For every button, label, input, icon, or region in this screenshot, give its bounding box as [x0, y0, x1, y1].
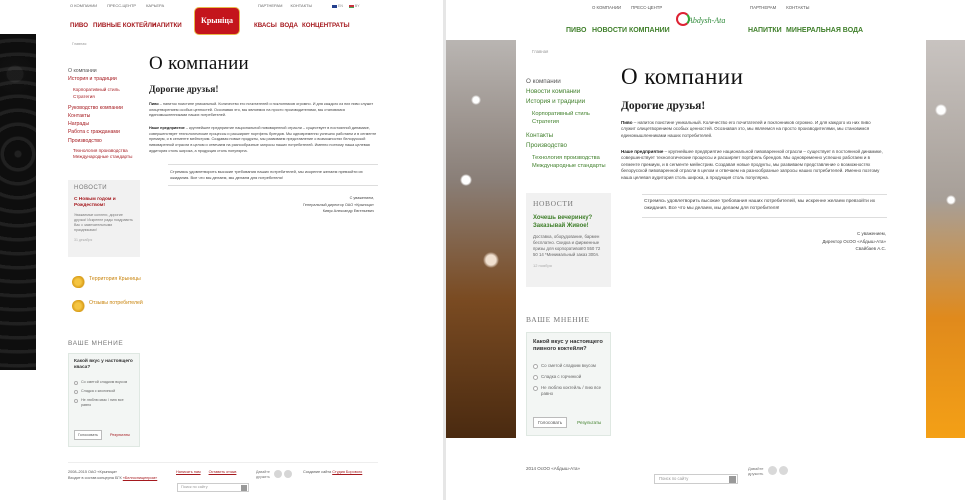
promo-territory[interactable]: [72, 276, 141, 282]
beer-foam-background-left: [446, 40, 516, 438]
news-title[interactable]: Хочешь вечеринку? Заказывай Живое!: [533, 215, 593, 229]
poll-option[interactable]: Не люблю коктейль / пию все равно: [533, 385, 604, 397]
toplink-about[interactable]: О КОМПАНИИ: [592, 5, 622, 10]
footer-divider: [68, 462, 378, 463]
sidebar-item-corporate-style[interactable]: Корпоративный стиль: [73, 87, 120, 93]
news-date: 12 ноября: [533, 263, 552, 268]
toplink-press[interactable]: ПРЕСС-ЦЕНТР: [631, 5, 663, 10]
nav-beer[interactable]: ПИВО: [70, 22, 89, 29]
radio-icon[interactable]: [533, 364, 538, 369]
sidebar-item-citizens[interactable]: Работа с гражданами: [68, 129, 120, 136]
made-by: Создание сайта Студия Борового: [303, 470, 363, 474]
quote-block: Стремясь удовлетворить высокие требования наших потребителей, мы искренне желаем превзойти их ожидания. Все что мы делаем, мы делаем для потребителя!: [168, 164, 378, 186]
social-icons: [274, 470, 292, 478]
social-icon[interactable]: [274, 470, 282, 478]
page-subtitle: Дорогие друзья!: [621, 100, 706, 112]
breadcrumb[interactable]: Главная: [72, 42, 87, 46]
search-input[interactable]: Поиск по сайту: [654, 474, 738, 484]
sidebar-item-management[interactable]: Руководство компании: [68, 104, 123, 111]
news-heading: НОВОСТИ: [74, 185, 108, 191]
poll-option[interactable]: Со сметой сладким вкусом: [533, 363, 604, 369]
coin-icon: [72, 300, 86, 312]
sidebar-item-history[interactable]: История и традиции: [526, 98, 586, 105]
paragraph-enterprise: Наше предприятие – крупнейшее предприятие национальной пивоваренной отрасли – существует в постоянной динамике, совершенствует технологические процессы и расширяет портфель брендов. Мы одновременно успешно работаем и в сегменте премиум, и в сегменте мейнстрим. Создавая новые продукты, мы развиваем представление о возможностях белорусской пивоваренной отрасли в целом и отвечаем на разнообразные запросы наших потребителей. Именно поэтому наша целевая аудитория столь широка, а продукция столь популярна.: [621, 149, 883, 180]
krynica-logo[interactable]: Крыніца: [194, 7, 240, 35]
search-icon[interactable]: [729, 476, 736, 483]
search-input[interactable]: Поиск по сайту: [177, 483, 249, 492]
breadcrumb[interactable]: Главная: [532, 49, 549, 54]
write-us-link[interactable]: Написать нам: [176, 470, 201, 474]
sidebar-item-production[interactable]: Производство: [68, 137, 102, 144]
nav-news[interactable]: НОВОСТИ КОМПАНИИ: [592, 27, 670, 34]
sidebar-item-strategy[interactable]: Стратегия: [532, 118, 559, 125]
search-icon[interactable]: [241, 485, 247, 491]
bgp-link[interactable]: «Белгоспищепром»: [122, 475, 158, 480]
sidebar-item-standards[interactable]: Международные стандарты: [532, 162, 606, 169]
language-switcher: [332, 4, 360, 8]
poll-heading: ВАШЕ МНЕНИЕ: [526, 315, 590, 324]
share-label: Давайте дружить: [748, 466, 764, 476]
page-title: О компании: [621, 64, 744, 89]
nav-kvass[interactable]: КВАСЫ: [254, 22, 277, 29]
sidebar-item-history[interactable]: История и традиции: [68, 76, 117, 83]
flag-en-icon: [332, 5, 337, 8]
radio-icon[interactable]: [533, 375, 538, 380]
results-link[interactable]: Результаты: [109, 433, 130, 437]
sidebar-item-awards[interactable]: Награды: [68, 121, 90, 128]
sidebar-item-about[interactable]: О компании: [526, 78, 561, 85]
poll-question: Какой вкус у настоящего пивного коктейля?: [533, 339, 603, 352]
page-title: О компании: [149, 53, 250, 74]
footer-copyright: 2014 ОсОО «Абдыш-Ата»: [526, 466, 581, 471]
sidebar-item-about[interactable]: О компании: [68, 68, 97, 74]
lang-en[interactable]: EN: [332, 4, 343, 8]
nav-mineral-water[interactable]: МИНЕРАЛЬНАЯ ВОДА: [786, 27, 864, 34]
quote-block: Стремясь удовлетворить высокие требования наших потребителей, мы искренне желаем превзойти их ожидания. Все что мы делаем, мы делаем для потребителя!: [642, 194, 887, 218]
toplink-careers[interactable]: КАРЬЕРА: [146, 3, 165, 8]
toplink-contacts[interactable]: КОНТАКТЫ: [786, 5, 810, 10]
paragraph-beer: Пиво – напиток поистине уникальный. Количество его почитателей и поклонников огромно. И для каждого из них пиво служит олицетворением особых ценностей. Осознавая это, мы являемся на просто производителями, мы становимся единомышленниками наших потребителей.: [149, 102, 374, 118]
nav-drinks[interactable]: НАПИТКИ: [748, 27, 782, 34]
lang-by[interactable]: BY: [349, 4, 360, 8]
poll-widget: [68, 353, 140, 447]
sidebar-item-contacts[interactable]: Контакты: [68, 113, 91, 120]
sidebar-item-corporate-style[interactable]: Корпоративный стиль: [532, 111, 590, 117]
sidebar-item-production[interactable]: Производство: [526, 142, 568, 150]
sidebar-menu: [526, 77, 621, 170]
vote-button[interactable]: Голосовать: [74, 430, 102, 440]
vote-button[interactable]: Голосовать: [533, 417, 567, 428]
news-body: Доставка, оборудование, бармен бесплатно. Скидка и фирменные призы для корпоративов!0 550 72 50 14 *Минимальный заказ 300л.: [533, 234, 601, 257]
radio-icon[interactable]: [74, 399, 78, 403]
social-icon[interactable]: [768, 466, 777, 475]
sidebar-item-technology[interactable]: Технология производства: [532, 155, 600, 162]
toplink-about[interactable]: О КОМПАНИИ: [70, 3, 98, 8]
site-krynica: [0, 0, 443, 500]
site-abdysh-ata: [446, 0, 965, 500]
page-subtitle: Дорогие друзья!: [149, 85, 219, 95]
news-heading: НОВОСТИ: [533, 199, 574, 208]
abdysh-ata-logo[interactable]: Abdysh-Ata: [674, 10, 732, 32]
news-date: 31 декабря: [74, 238, 93, 242]
top-links: [592, 5, 810, 10]
poll-option[interactable]: Со сметой сладким вкусом: [74, 380, 134, 385]
poll-option[interactable]: Сладка с горчинкой: [533, 374, 604, 380]
sidebar-item-contacts[interactable]: Контакты: [526, 132, 554, 140]
promo-reviews-label: Отзывы потребителей: [89, 300, 143, 306]
toplink-partners[interactable]: ПАРТНЕРАМ: [258, 3, 283, 8]
toplink-partners[interactable]: ПАРТНЕРАМ: [750, 5, 777, 10]
footer-copyright: 2008–2015 ОАО «Крыница» Входит в состав концерна БГК «Белгоспищепром»: [68, 470, 158, 480]
promo-reviews[interactable]: [72, 300, 143, 306]
paragraph-enterprise: Наше предприятие – крупнейшее предприятие национальной пивоваренной отрасли – существует в постоянной динамике, совершенствует технологические процессы и расширяет портфель брендов. Мы одновременно успешно работаем и в сегменте премиум, и в сегменте мейнстрим. Создавая новые продукты, мы развиваем представление о возможностях белорусской пивоваренной отрасли в целом и отвечаем на разнообразные запросы наших потребителей. Именно поэтому наша целевая аудитория столь широка, а продукция столь популярна.: [149, 126, 377, 153]
social-icon[interactable]: [284, 470, 292, 478]
social-icons: [768, 466, 788, 475]
footer-links: [176, 470, 236, 474]
news-title[interactable]: С Новым годом и Рождеством!: [74, 197, 116, 208]
sidebar-item-strategy[interactable]: Стратегия: [73, 93, 95, 99]
paragraph-beer: Пиво – напиток поистине уникальный. Количество его почитателей и поклонников огромно. И для каждого из них пиво служит олицетворением особых ценностей. Осознавая это, мы являемся на просто производителями, мы становимся единомышленниками наших потребителей.: [621, 120, 871, 138]
sidebar-menu: [68, 67, 148, 160]
poll-question: Какой вкус у настоящего кваса?: [74, 359, 133, 370]
news-body: Уважаемые коллеги, дорогие друзья! Искренне рады поздравить Вас с замечательными праздниками!: [74, 213, 133, 232]
poll-option[interactable]: Не люблю квас / пию все равно: [74, 398, 134, 408]
beer-foam-background-right: [926, 40, 965, 438]
leave-review-link[interactable]: Оставить отзыв: [208, 470, 237, 474]
poll-option[interactable]: Сладка с кислинкой: [74, 389, 134, 394]
nav-beer[interactable]: ПИВО: [566, 27, 587, 34]
sidebar-item-technology[interactable]: Технология производства: [73, 147, 128, 153]
flag-by-icon: [349, 5, 354, 8]
nav-water[interactable]: ВОДА: [280, 22, 298, 29]
sidebar-item-standards[interactable]: Международные стандарты: [73, 154, 133, 160]
nav-drinks[interactable]: НАПИТКИ: [152, 22, 182, 29]
signature: С уважением, Генеральный директор ОАО «Крыница» Кивук Александр Евгеньевич: [303, 196, 374, 213]
poll-heading: ВАШЕ МНЕНИЕ: [68, 340, 124, 347]
results-link[interactable]: Результаты: [577, 420, 602, 425]
toplink-press[interactable]: ПРЕСС-ЦЕНТР: [107, 3, 137, 8]
radio-icon[interactable]: [533, 386, 538, 391]
nav-beer-cocktails[interactable]: ПИВНЫЕ КОКТЕЙЛИ: [93, 22, 157, 29]
promo-territory-label: Территория Крыницы: [89, 276, 141, 282]
radio-icon[interactable]: [74, 390, 78, 394]
news-widget: [68, 180, 140, 257]
news-widget: [526, 193, 611, 287]
radio-icon[interactable]: [74, 381, 78, 385]
nav-concentrates[interactable]: КОНЦЕНТРАТЫ: [302, 22, 350, 29]
signature: С уважением, Директор ОсОО «Абдыш-Ата» Свайбаев А.С.: [822, 231, 886, 251]
social-icon[interactable]: [779, 466, 788, 475]
sidebar-item-news[interactable]: Новости компании: [526, 88, 581, 95]
share-label: Давайте дружить: [256, 470, 270, 479]
studio-link[interactable]: Студия Борового: [332, 470, 363, 474]
coin-icon: [72, 276, 86, 288]
toplink-contacts[interactable]: КОНТАКТЫ: [290, 3, 313, 8]
poll-widget: [526, 332, 611, 436]
bottle-caps-background-left: [0, 34, 36, 370]
